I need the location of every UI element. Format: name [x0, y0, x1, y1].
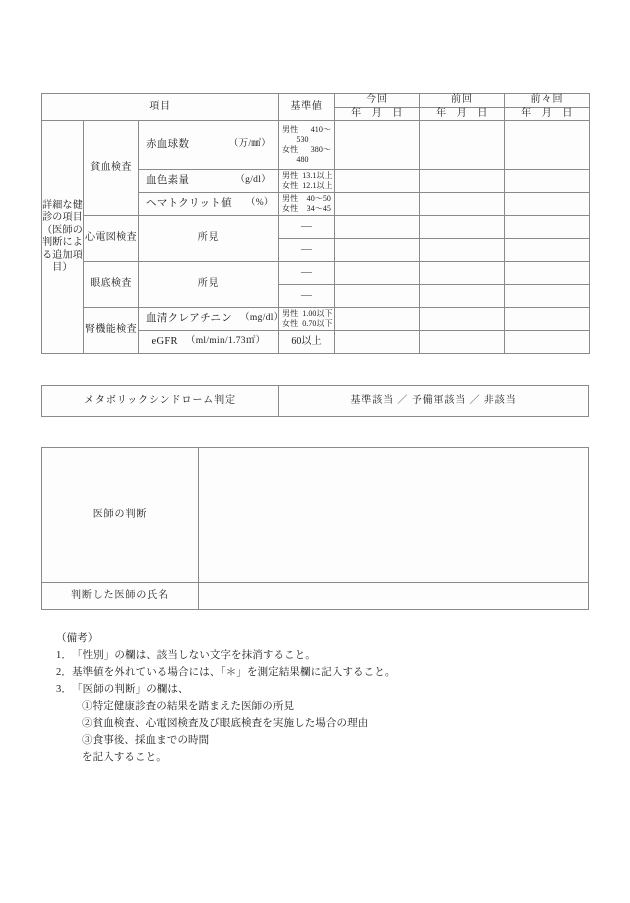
- item-name-red-blood-cell: [139, 121, 279, 170]
- std-male-value-rbc: 410〜: [310, 125, 332, 134]
- group-label-ecg: 心電図検査: [84, 216, 139, 262]
- item-name-ecg-finding: 所見: [139, 216, 279, 262]
- table-row-ecg-finding-upper: [42, 216, 590, 239]
- metabolic-syndrome-label: メタボリックシンドローム判定: [42, 386, 279, 417]
- label-creatinine: 血清クレアチニン: [146, 313, 233, 325]
- result-cell-hematocrit-current[interactable]: [335, 193, 420, 216]
- result-cell-rbc-previous[interactable]: [420, 121, 505, 170]
- doctor-judgement-label: 医師の判断: [42, 448, 199, 583]
- table-row-doctor-name: [42, 583, 589, 610]
- table-row-creatinine: [42, 308, 590, 331]
- doctor-judgement-field[interactable]: [199, 448, 589, 583]
- std-male-label-cre: 男性: [282, 309, 299, 318]
- group-label-fundus: 眼底検査: [84, 262, 139, 308]
- table-row-red-blood-cell: [42, 121, 590, 170]
- item-name-creatinine: [139, 308, 284, 331]
- item-name-fundus-finding: 所見: [139, 262, 279, 308]
- header-period-two-before: 前々回: [505, 94, 590, 108]
- result-cell-creatinine-previous[interactable]: [420, 308, 505, 331]
- standard-value-creatinine: [279, 308, 335, 331]
- standard-value-hematocrit: [279, 193, 335, 216]
- standard-value-fundus-finding-lower: —: [279, 285, 335, 308]
- std-male-label-rbc: 男性: [282, 125, 299, 134]
- std-female-value-hgb: 12.1以上: [302, 181, 333, 190]
- result-cell-ecg-two-before-upper[interactable]: [505, 216, 590, 239]
- header-date-previous: [420, 107, 505, 121]
- std-female-value-rbc: 380〜: [310, 145, 332, 154]
- detailed-exam-table: [41, 93, 590, 354]
- label-egfr: eGFR: [151, 336, 178, 348]
- label-hematocrit: ヘマトクリット値: [146, 198, 232, 210]
- note-sub-item-2: ②貧血検査、心電図検査及び眼底検査を実施した場合の理由: [82, 718, 369, 729]
- unit-hematocrit: （%）: [245, 198, 274, 209]
- note-number-1: 1．: [56, 650, 72, 661]
- date-day-label-two-before: 日: [562, 107, 573, 119]
- result-cell-fundus-two-before-lower[interactable]: [505, 285, 590, 308]
- std-male-value-hgb: 13.1以上: [302, 171, 333, 180]
- unit-red-blood-cell: （万/㎣）: [228, 139, 272, 150]
- standard-value-fundus-finding-upper: —: [279, 262, 335, 285]
- table-row-fundus-finding-upper: [42, 262, 590, 285]
- header-item-column: 項目: [42, 94, 279, 121]
- std-male-value-cont-rbc: 530: [296, 135, 309, 144]
- std-male-value-cre: 1.00以下: [302, 309, 333, 318]
- header-period-previous: 前回: [420, 94, 505, 108]
- metabolic-syndrome-table: [41, 385, 589, 417]
- result-cell-fundus-two-before-upper[interactable]: [505, 262, 590, 285]
- header-date-current: [335, 107, 420, 121]
- standard-value-ecg-finding-lower: —: [279, 239, 335, 262]
- label-hemoglobin: 血色素量: [146, 175, 190, 187]
- header-standard-column: 基準値: [279, 94, 335, 121]
- std-female-value-hct: 34〜45: [306, 204, 332, 213]
- unit-egfr: （ml/min/1.73㎡）: [185, 336, 266, 347]
- date-year-label-previous: 年: [436, 107, 447, 119]
- note-number-2: 2．: [56, 667, 72, 678]
- std-female-value-cre: 0.70以下: [302, 319, 333, 328]
- result-cell-egfr-current[interactable]: [335, 331, 420, 354]
- metabolic-syndrome-choices[interactable]: 基準該当 ／ 予備軍該当 ／ 非該当: [279, 386, 589, 417]
- item-name-hematocrit: [139, 193, 279, 216]
- std-female-label-hct: 女性: [282, 204, 299, 213]
- date-month-label-current: 月: [371, 107, 383, 119]
- note-text-1: 「性別」の欄は、該当しない文字を抹消すること。: [71, 650, 316, 661]
- std-male-label-hct: 男性: [282, 194, 299, 203]
- group-label-anemia: 貧血検査: [84, 121, 139, 216]
- label-red-blood-cell: 赤血球数: [146, 139, 190, 151]
- note-text-3: 「医師の判断」の欄は、: [71, 684, 189, 695]
- note-item-3: [56, 681, 592, 698]
- note-number-3: 3．: [56, 684, 72, 695]
- std-male-value-hct: 40〜50: [306, 194, 332, 203]
- doctor-name-field[interactable]: [199, 583, 589, 610]
- date-month-label-two-before: 月: [541, 107, 553, 119]
- table-row-doctor-judgement: [42, 448, 589, 583]
- group-label-renal: 腎機能検査: [84, 308, 139, 354]
- table-header-row-primary: [42, 94, 590, 108]
- result-cell-hemoglobin-previous[interactable]: [420, 170, 505, 193]
- result-cell-creatinine-current[interactable]: [335, 308, 420, 331]
- note-item-1: [56, 647, 592, 664]
- standard-value-hemoglobin: [279, 170, 335, 193]
- result-cell-ecg-current-lower[interactable]: [335, 239, 420, 262]
- result-cell-fundus-previous-upper[interactable]: [420, 262, 505, 285]
- standard-value-ecg-finding-upper: —: [279, 216, 335, 239]
- result-cell-hemoglobin-two-before[interactable]: [505, 170, 590, 193]
- standard-value-egfr: 60以上: [279, 331, 335, 354]
- doctor-judgement-table-container: [41, 447, 589, 610]
- note-sub-item-1: ①特定健康診査の結果を踏まえた医師の所見: [82, 701, 295, 712]
- result-cell-ecg-two-before-lower[interactable]: [505, 239, 590, 262]
- date-day-label-previous: 日: [477, 107, 488, 119]
- result-cell-egfr-two-before[interactable]: [505, 331, 590, 354]
- std-female-value-cont-rbc: 480: [296, 155, 309, 164]
- result-cell-fundus-current-upper[interactable]: [335, 262, 420, 285]
- unit-hemoglobin: （g/dl）: [235, 175, 272, 186]
- std-female-label-rbc: 女性: [282, 145, 299, 154]
- item-name-egfr: [139, 331, 279, 354]
- result-cell-fundus-previous-lower[interactable]: [420, 285, 505, 308]
- result-cell-ecg-previous-upper[interactable]: [420, 216, 505, 239]
- doctor-name-label: 判断した医師の氏名: [42, 583, 199, 610]
- category-label-detailed-exam: 詳細な健診の項目（医師の判断による追加項目）: [42, 121, 84, 354]
- table-row-metabolic-syndrome: [42, 386, 589, 417]
- result-cell-creatinine-two-before[interactable]: [505, 308, 590, 331]
- note-item-2: [56, 664, 592, 681]
- standard-value-red-blood-cell: [279, 121, 335, 170]
- item-name-hemoglobin: [139, 170, 279, 193]
- date-year-label-two-before: 年: [521, 107, 532, 119]
- date-month-label-previous: 月: [456, 107, 468, 119]
- note-sub-item-closing: を記入すること。: [82, 752, 167, 763]
- result-cell-fundus-current-lower[interactable]: [335, 285, 420, 308]
- doctor-judgement-table: [41, 447, 589, 610]
- date-year-label-current: 年: [351, 107, 362, 119]
- unit-creatinine: （mg/dl）: [240, 313, 284, 324]
- detailed-exam-table-container: [41, 93, 589, 354]
- date-day-label-current: 日: [392, 107, 403, 119]
- result-cell-rbc-current[interactable]: [335, 121, 420, 170]
- notes-heading: （備考）: [56, 633, 99, 644]
- note-text-2: 基準値を外れている場合には、「＊」を測定結果欄に記入すること。: [71, 667, 396, 678]
- std-male-label-hgb: 男性: [282, 171, 299, 180]
- std-female-label-hgb: 女性: [282, 181, 299, 190]
- metabolic-syndrome-table-container: [41, 385, 589, 417]
- result-cell-ecg-current-upper[interactable]: [335, 216, 420, 239]
- header-date-two-before: [505, 107, 590, 121]
- result-cell-ecg-previous-lower[interactable]: [420, 239, 505, 262]
- note-sub-item-3: ③食事後、採血までの時間: [82, 735, 210, 746]
- result-cell-hematocrit-previous[interactable]: [420, 193, 505, 216]
- result-cell-egfr-previous[interactable]: [420, 331, 505, 354]
- result-cell-hemoglobin-current[interactable]: [335, 170, 420, 193]
- header-period-current: 今回: [335, 94, 420, 108]
- result-cell-rbc-two-before[interactable]: [505, 121, 590, 170]
- notes-section: [52, 630, 592, 766]
- result-cell-hematocrit-two-before[interactable]: [505, 193, 590, 216]
- std-female-label-cre: 女性: [282, 319, 299, 328]
